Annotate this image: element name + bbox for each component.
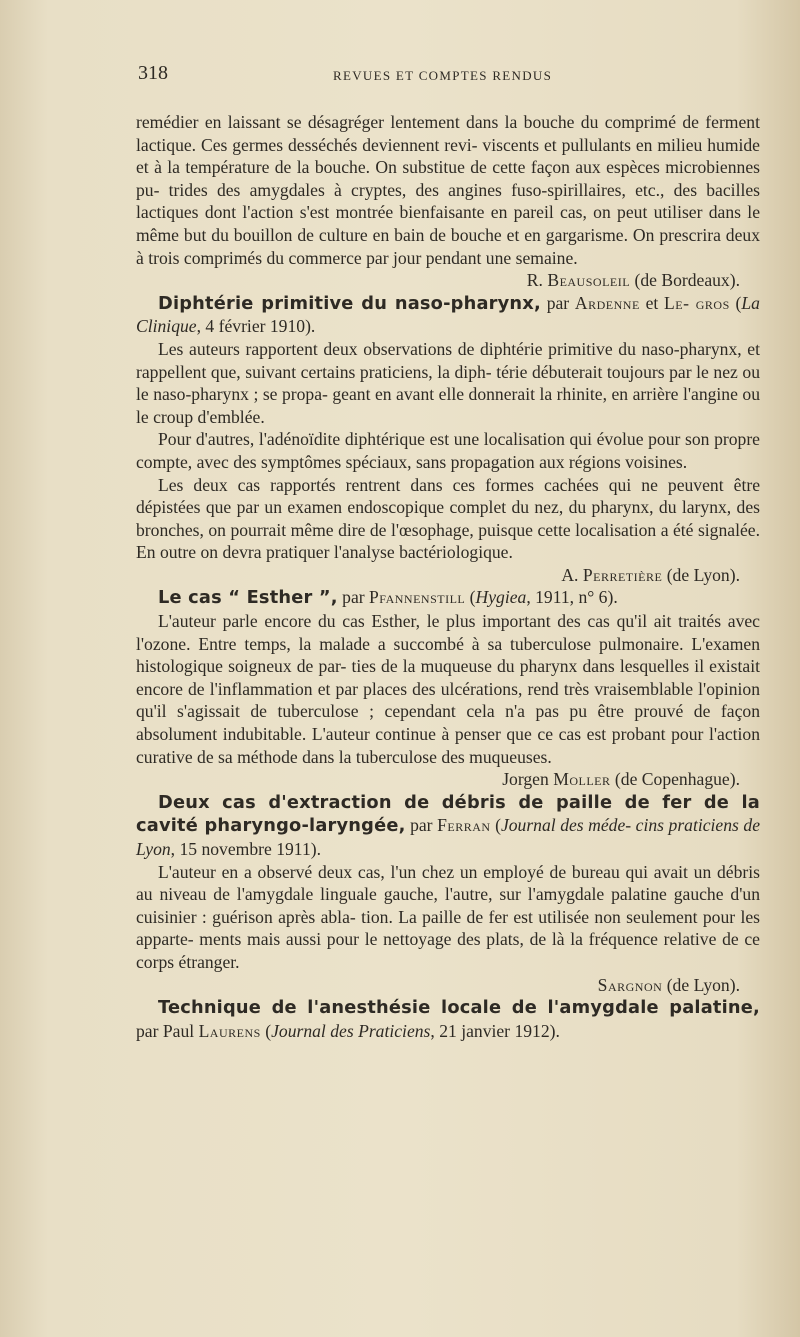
entry-title: Diphtérie primitive du naso-pharynx,: [158, 292, 541, 314]
signature-initial: R.: [526, 270, 543, 291]
signature-perretiere: [136, 564, 760, 587]
signature-place: (de Lyon).: [666, 564, 740, 585]
entry-title: Le cas “ Esther ”,: [158, 587, 338, 609]
entry-heading-esther: Le cas “ Esther ”, par Pfannenstill (Hygiea, 1911, n° 6).: [158, 587, 618, 609]
entry-author: Laurens: [198, 1020, 261, 1041]
entry-author: Ardenne: [574, 292, 640, 313]
entry-date: , 15 novembre 1911).: [170, 839, 322, 859]
signature-initial: A.: [561, 564, 579, 585]
entry-et: et: [645, 292, 659, 313]
entry-par: par Paul: [136, 1020, 195, 1041]
entry-date: , 4 février 1910).: [196, 316, 316, 337]
entry-par: par: [546, 292, 570, 313]
signature-name: Beausoleil: [547, 270, 631, 291]
paragraph-continuation: remédier en laissant se désagréger lentement dans la bouche du comprimé de ferment lactique. Ces germes desséchés deviennent revi- viscents et pullulants en milieu humide et à la température de la bouche. On substitue de cette façon aux espèces microbiennes pu- trides des amygdales à cryptes, des angines fuso-spirillaires, etc., des bacilles lactiques dont l'action s'est montrée bienfaisante en pareil cas, on peut utiliser dans le même but du bouillon de culture en bain de bouche et en gargarisme. On prescrira deux à trois comprimés du commerce par jour pendant une semaine.: [136, 112, 760, 268]
signature-moller: [136, 768, 760, 791]
running-title: REVUES ET COMPTES RENDUS: [333, 68, 553, 83]
signature-place: (de Bordeaux).: [634, 270, 740, 291]
entry-date: , 1911, n° 6).: [526, 587, 618, 608]
entry-heading-paille-de-fer: Deux cas d'extraction de débris de paille de fer de la cavité pharyngo-laryngée, par Ferran (Journal des méde- cins praticiens de Lyon, 15 novembre 1911).: [136, 791, 761, 859]
signature-first-name: Jorgen: [502, 769, 549, 790]
entry-par: par: [342, 587, 365, 608]
page-header: [138, 62, 758, 92]
entry-source: Journal des Praticiens: [271, 1020, 431, 1041]
entry-title: Technique de l'anesthésie locale de l'amygdale palatine,: [158, 997, 760, 1019]
entry-heading-diphterie: Diphtérie primitive du naso-pharynx, par Ardenne et Le- gros (La Clinique, 4 février 1910).: [136, 292, 760, 337]
signature-place: (de Lyon).: [666, 974, 740, 995]
entry-source: Journal des méde- cins praticiens de Lyon: [136, 815, 761, 859]
entry-par: par: [410, 815, 433, 836]
signature-sargnon: [136, 974, 760, 997]
paragraph: Les deux cas rapportés rentrent dans ces formes cachées qui ne peuvent être dépistées que par un examen endoscopique complet du nez, du pharynx, du larynx, des bronches, on pourrait même dire de l'œsophage, puisque cette localisation a été signalée. En outre on devra pratiquer l'analyse bactériologique.: [136, 474, 760, 563]
entry-title: Deux cas d'extraction de débris de paille de fer de la cavité pharyngo-laryngée,: [136, 791, 760, 837]
entry-source: Hygiea: [475, 587, 527, 608]
paragraph: Pour d'autres, l'adénoïdite diphtérique est une localisation qui évolue pour son propre compte, avec des symptômes spéciaux, sans propagation aux régions voisines.: [136, 429, 760, 472]
entry-source: La Clinique: [136, 292, 760, 337]
paragraph: Les auteurs rapportent deux observations de diphtérie primitive du naso-pharynx, et rappellent que, suivant certains praticiens, la diph- térie débuterait toujours par le nez ou le naso-pharynx ; se propa- geant en avant elle donnerait la rhinite, en arrière l'angine ou le croup d'emblée.: [136, 338, 760, 427]
entry-author-2: Le- gros: [664, 292, 730, 313]
entry-heading-anesthesie: Technique de l'anesthésie locale de l'amygdale palatine, par Paul Laurens (Journal des Praticiens, 21 janvier 1912).: [136, 997, 760, 1041]
page-body: [136, 111, 760, 1042]
signature-name: Perretière: [582, 564, 663, 585]
signature-name: Sargnon: [597, 974, 663, 995]
signature-place: (de Copenhague).: [614, 769, 740, 790]
paragraph: L'auteur parle encore du cas Esther, le plus important des cas qu'il ait traités avec l'ozone. Entre temps, la malade a succombé à sa tuberculose pulmonaire. L'examen histologique soigneux de par- ties de la muqueuse du pharynx dans lesquelles il existait encore de l'inflammation et par places des ulcérations, rend très vraisemblable l'opinion qu'il s'agissait de tuberculose ; cependant cela n'a pas pu être prouvé de façon absolument indubitable. L'auteur continue à penser que ce cas est probant pour l'action curative de sa méthode dans la tuberculose des muqueuses.: [136, 611, 760, 767]
page-number: 318: [138, 62, 168, 84]
paragraph: L'auteur en a observé deux cas, l'un chez un employé de bureau qui avait un débris au niveau de l'amygdale linguale gauche, l'autre, sur l'amygdale palatine gauche d'un cuisinier : guérison après abla- tion. La paille de fer est utilisée non seulement pour les apparte- ments mais aussi pour le nettoyage des plats, de là la fréquence relative de ce corps étranger.: [136, 861, 760, 972]
entry-author: Ferran: [437, 815, 491, 836]
entry-author: Pfannenstill: [369, 587, 466, 608]
signature-beausoleil: [136, 269, 760, 292]
signature-name: Moller: [553, 769, 611, 790]
entry-date: , 21 janvier 1912).: [430, 1020, 560, 1041]
